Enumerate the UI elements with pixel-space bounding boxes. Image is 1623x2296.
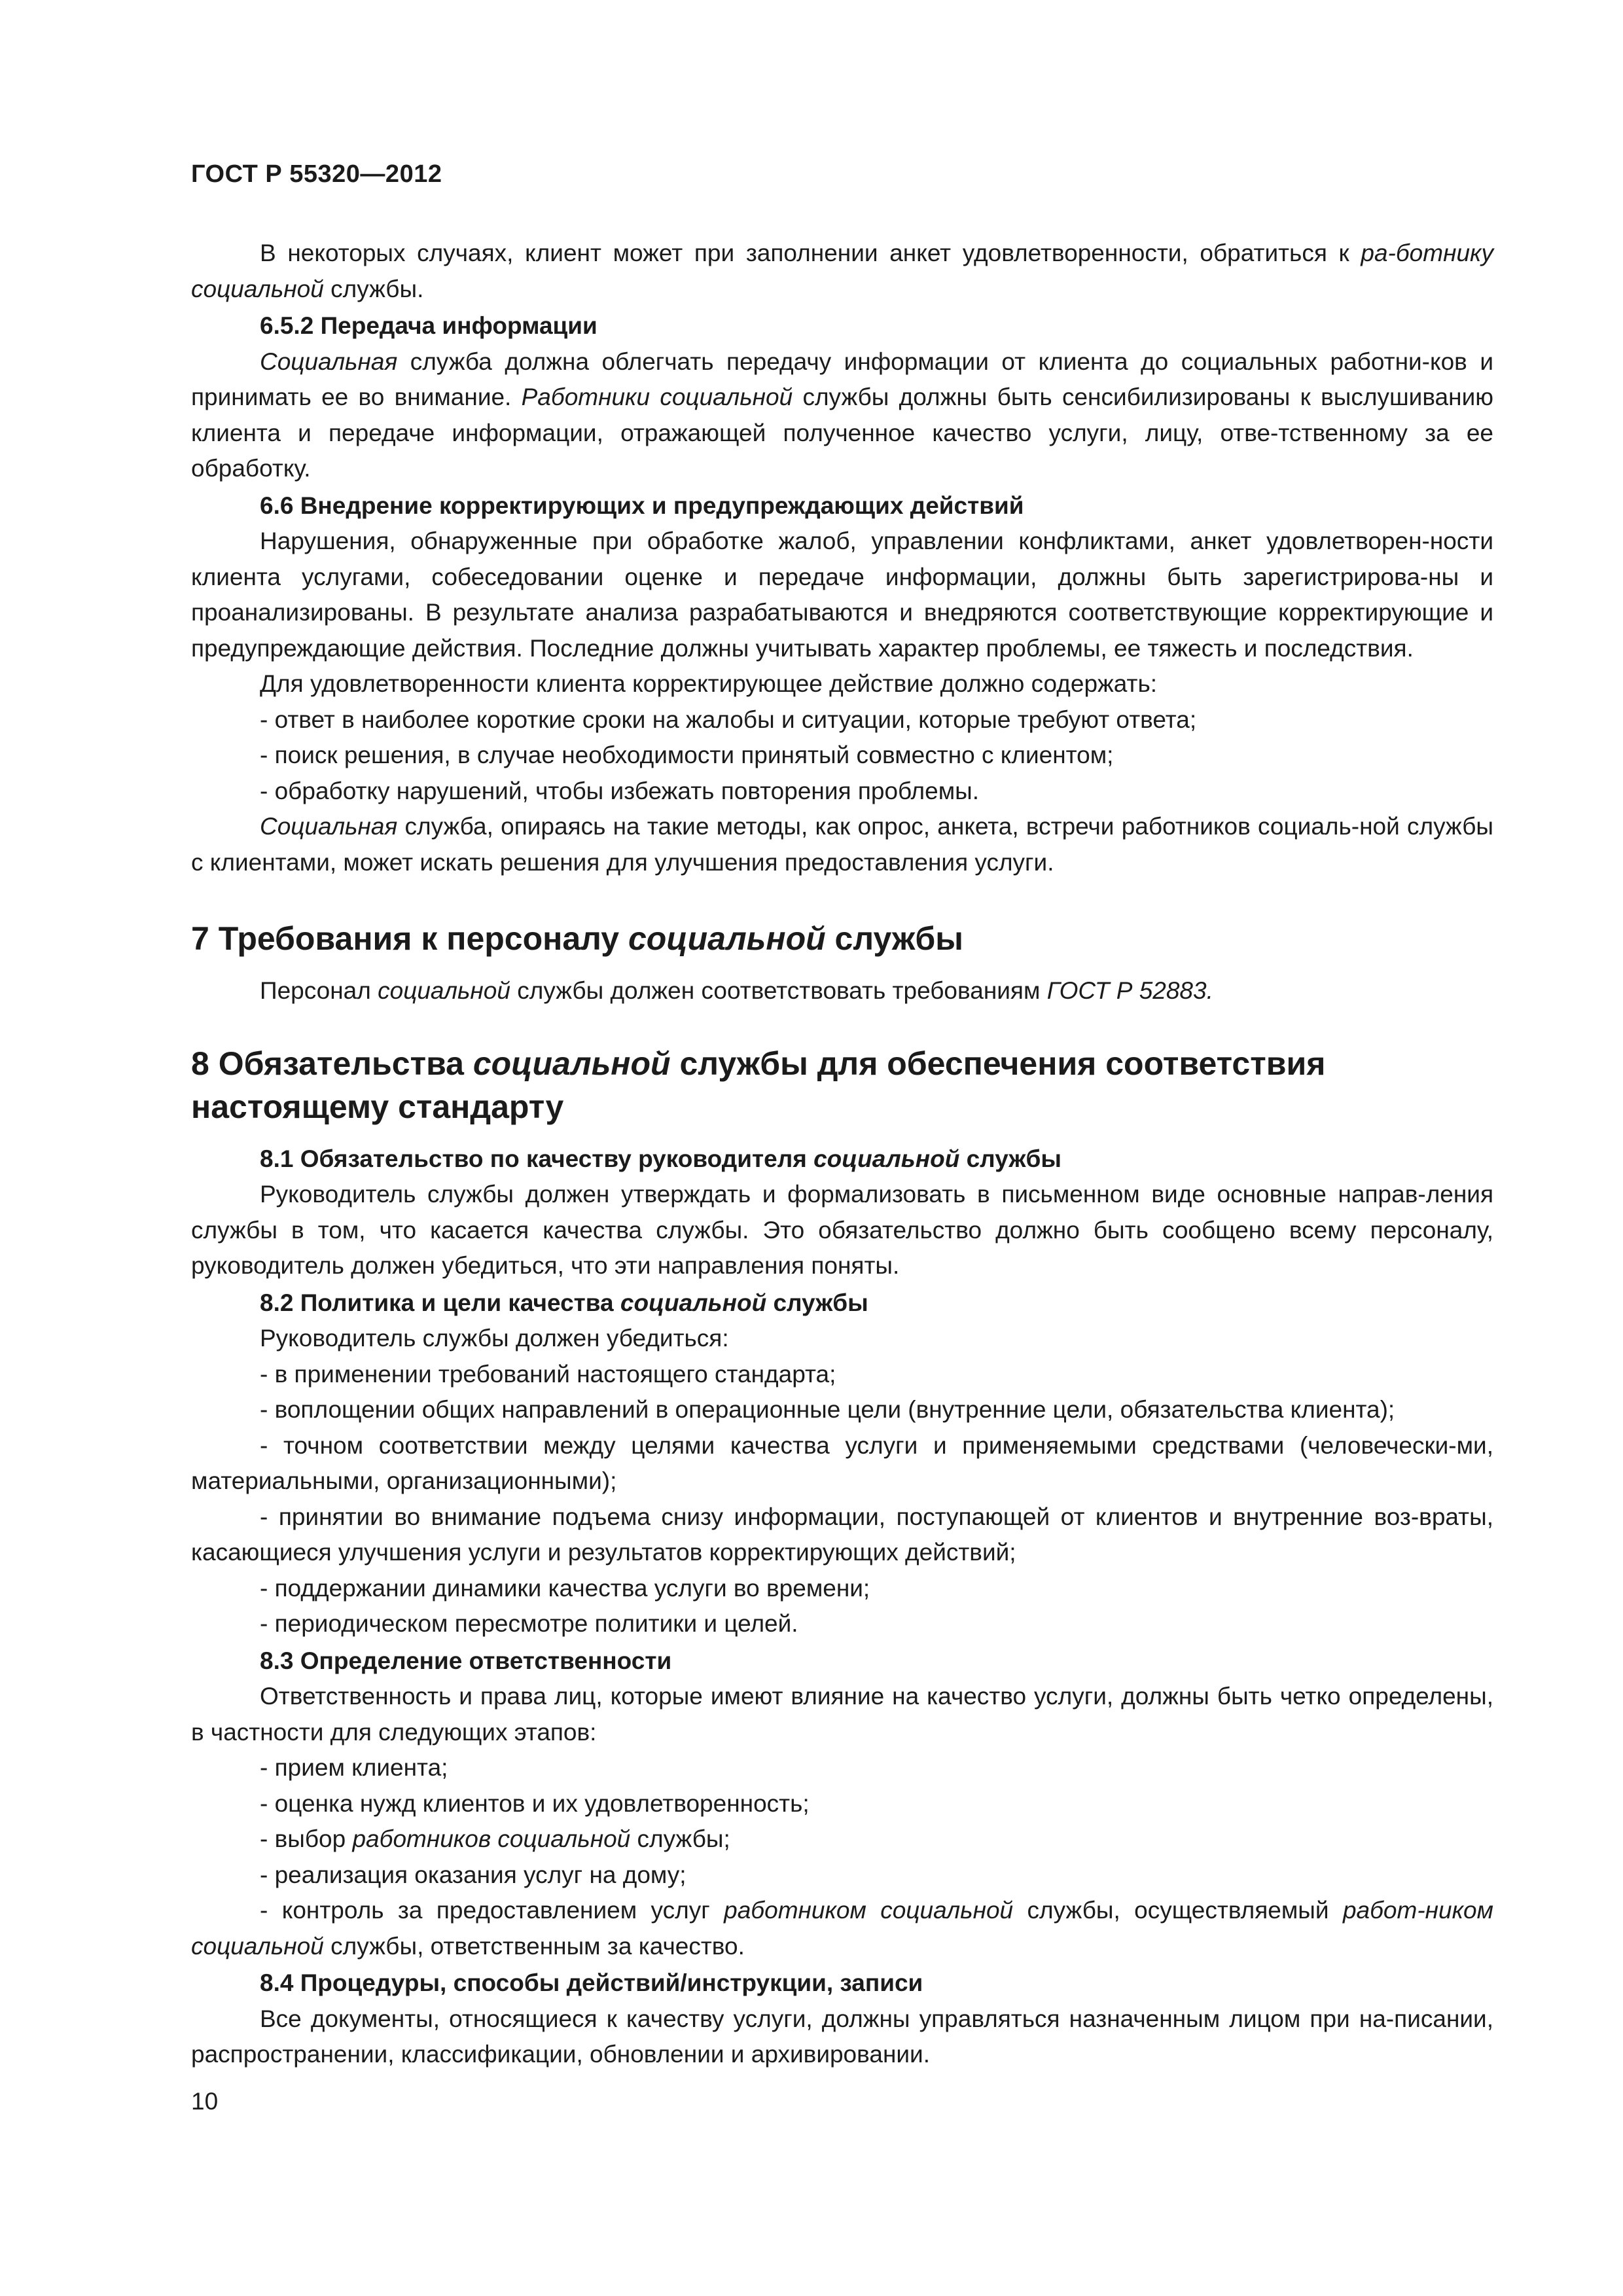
list-item: - прием клиента; [260, 1754, 448, 1781]
list-item: - принятии во внимание подъема снизу информации, поступающей от клиентов и внутренние воз-враты, касающиеся улучшения услуги и результатов корректирующих действий; [191, 1503, 1493, 1566]
list-item: - периодическом пересмотре политики и целей. [260, 1610, 798, 1637]
list-item: - реализация оказания услуг на дому; [260, 1861, 687, 1888]
paragraph-6-6-1: Нарушения, обнаруженные при обработке жалоб, управлении конфликтами, анкет удовлетворен-ности клиента услугами, собеседовании оценке и передаче информации, должны быть зарегистрирова-ны и проанализированы. В результате анализа разрабатываются и внедряются соответствующие корректирующие и предупреждающие действия. Последние должны учитывать характер проблемы, ее тяжесть и последствия. [191, 528, 1493, 662]
section-heading-8: 8 Обязательства социальной службы для обеспечения соответствия настоящему стандарту [191, 1045, 1326, 1125]
paragraph-8-3: Ответственность и права лиц, которые имеют влияние на качество услуги, должны быть четко определены, в частности для следующих этапов: [191, 1683, 1493, 1746]
list-item: - выбор работников социальной службы; [260, 1825, 730, 1852]
paragraph-6-6-3: Социальная служба, опираясь на такие методы, как опрос, анкета, встречи работников социаль-ной службы с клиентами, может искать решения для улучшения предоставления услуги. [191, 813, 1493, 876]
list-item: - в применении требований настоящего стандарта; [260, 1360, 836, 1388]
paragraph-8-2: Руководитель службы должен убедиться: [260, 1325, 729, 1352]
heading-8-4: 8.4 Процедуры, способы действий/инструкции, записи [260, 1969, 923, 1996]
heading-8-2: 8.2 Политика и цели качества социальной службы [260, 1289, 868, 1316]
section-heading-7: 7 Требования к персоналу социальной службы [191, 920, 963, 957]
page-body [191, 236, 1493, 2073]
list-item: - точном соответствии между целями качества услуги и применяемыми средствами (человечески-ми, материальными, организационными); [191, 1431, 1493, 1494]
list-item: - оценка нужд клиентов и их удовлетворенность; [260, 1789, 810, 1817]
list-item: - контроль за предоставлением услуг работником социальной службы, осуществляемый работ-ником социальной службы, ответственным за качество. [191, 1897, 1493, 1960]
document-header: ГОСТ Р 55320—2012 [191, 160, 442, 188]
paragraph-8-1: Руководитель службы должен утверждать и формализовать в письменном виде основные направ-ления службы в том, что касается качества службы. Это обязательство должно быть сообщено всему персоналу, руководитель должен убедиться, что эти направления поняты. [191, 1181, 1493, 1279]
heading-6-6: 6.6 Внедрение корректирующих и предупреждающих действий [260, 492, 1024, 519]
heading-8-1: 8.1 Обязательство по качеству руководителя социальной службы [260, 1145, 1061, 1172]
page-number: 10 [191, 2088, 219, 2115]
paragraph-8-4: Все документы, относящиеся к качеству услуги, должны управляться назначенным лицом при на-писании, распространении, классификации, обновлении и архивировании. [191, 2005, 1493, 2068]
list-item: - поиск решения, в случае необходимости принятый совместно с клиентом; [260, 742, 1114, 768]
paragraph-intro: В некоторых случаях, клиент может при заполнении анкет удовлетворенности, обратиться к ра-ботнику социальной службы. [191, 240, 1493, 302]
heading-6-5-2: 6.5.2 Передача информации [260, 312, 597, 339]
list-item: - ответ в наиболее короткие сроки на жалобы и ситуации, которые требуют ответа; [260, 706, 1197, 733]
heading-8-3: 8.3 Определение ответственности [260, 1647, 672, 1674]
paragraph-6-6-2: Для удовлетворенности клиента корректирующее действие должно содержать: [260, 670, 1158, 697]
paragraph-7: Персонал социальной службы должен соответствовать требованиям ГОСТ Р 52883. [260, 977, 1213, 1004]
list-item: - воплощении общих направлений в операционные цели (внутренние цели, обязательства клиента); [260, 1396, 1395, 1423]
paragraph-6-5-2: Социальная служба должна облегчать передачу информации от клиента до социальных работни-ков и принимать ее во внимание. Работники социальной службы должны быть сенсибилизированы к выслушиванию клиента и передаче информации, отражающей полученное качество услуги, лицу, отве-тственному за ее обработку. [191, 348, 1493, 482]
list-item: - поддержании динамики качества услуги во времени; [260, 1574, 870, 1602]
list-item: - обработку нарушений, чтобы избежать повторения проблемы. [260, 777, 980, 804]
